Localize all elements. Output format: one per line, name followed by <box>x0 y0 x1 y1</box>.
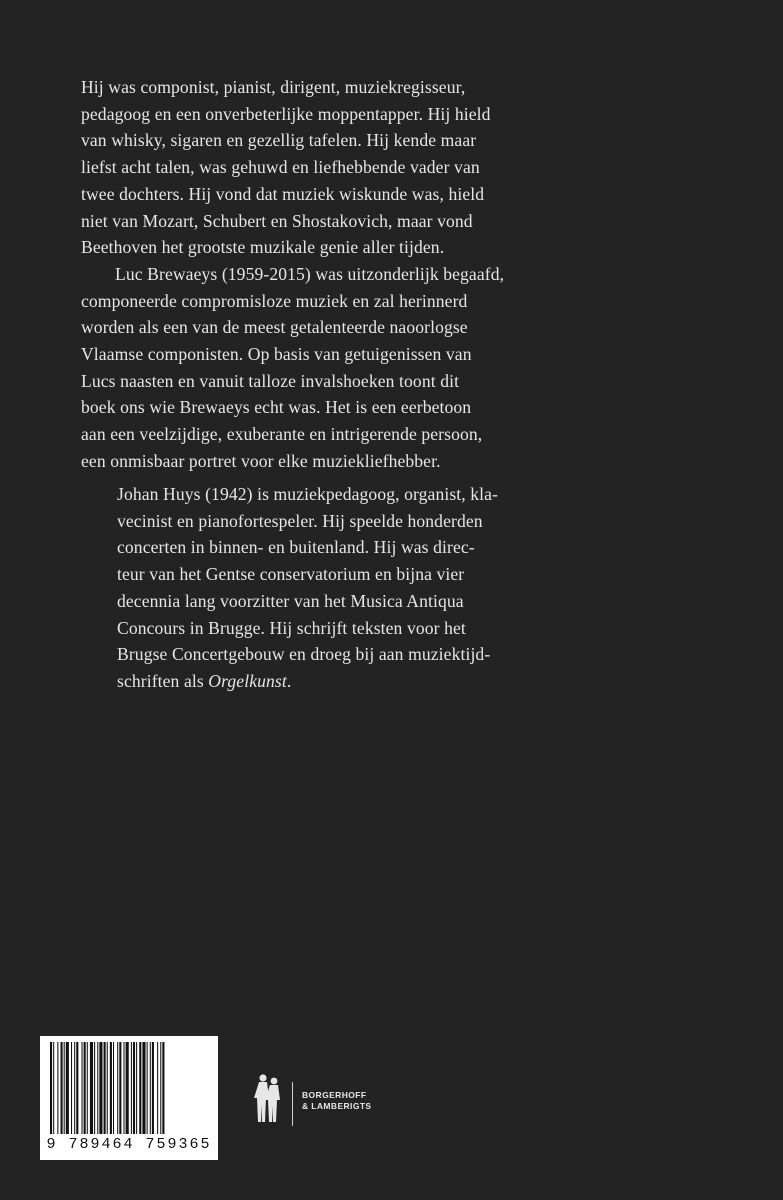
text-line: Lucs naasten en vanuit talloze invalshoeken toont dit <box>81 370 460 391</box>
barcode-bar <box>71 1042 72 1134</box>
barcode-bar <box>90 1042 93 1134</box>
two-men-icon <box>252 1072 286 1128</box>
barcode-bar <box>139 1042 141 1134</box>
divider <box>292 1082 293 1126</box>
text-line: twee dochters. Hij vond dat muziek wiskunde was, hield <box>81 183 485 204</box>
barcode-bar <box>99 1042 102 1134</box>
barcode-bar <box>64 1042 65 1134</box>
text-line: vecinist en pianofortespeler. Hij speelde honderden <box>117 510 483 531</box>
barcode-bar <box>152 1042 154 1134</box>
blurb <box>81 74 731 475</box>
text-line: componeerde compromisloze muziek en zal herinnerd <box>81 290 468 311</box>
barcode-bar <box>119 1042 121 1134</box>
publisher-logo <box>252 1072 432 1132</box>
barcode-bar <box>150 1042 151 1134</box>
text-line: Johan Huys (1942) is muziekpedagoog, organist, kla- <box>117 484 499 504</box>
text-line: teur van het Gentse conservatorium en bijna vier <box>117 564 465 585</box>
isbn-number: 9 789464 759365 <box>46 1136 212 1153</box>
text-fragment: . <box>286 670 292 691</box>
publisher-name-line1: BORGERHOFF <box>302 1090 367 1100</box>
text-fragment: schriften als <box>117 670 209 691</box>
blurb-paragraph-2 <box>81 261 731 475</box>
text-line: boek ons wie Brewaeys echt was. Het is een eerbetoon <box>81 397 472 418</box>
barcode-bar <box>66 1042 69 1134</box>
author-bio-paragraph <box>117 481 737 695</box>
text-line: Vlaamse componisten. Op basis van getuigenissen van <box>81 344 472 365</box>
text-line: pedagoog en een onverbeterlijke moppentapper. Hij hield <box>81 103 491 124</box>
text-line: Luc Brewaeys (1959-2015) was uitzonderlijk begaafd, <box>115 263 505 284</box>
barcode-bar <box>87 1042 88 1134</box>
text-line: Hij was componist, pianist, dirigent, muziekregisseur, <box>81 77 466 97</box>
barcode-bar <box>117 1042 118 1134</box>
publisher-name <box>302 1090 372 1112</box>
barcode-bar <box>76 1042 78 1134</box>
barcode-bar <box>74 1042 75 1134</box>
text-line: liefst acht talen, was gehuwd en liefhebbende vader van <box>81 157 480 178</box>
barcode-bar <box>97 1042 98 1134</box>
author-bio <box>117 481 737 695</box>
barcode-bar <box>162 1042 164 1134</box>
text-line: concerten in binnen- en buitenland. Hij was direc- <box>117 537 475 558</box>
barcode-bar <box>57 1042 58 1134</box>
isbn-barcode <box>40 1036 218 1160</box>
barcode-bar <box>50 1042 52 1134</box>
barcode-bar <box>157 1042 158 1134</box>
blurb-paragraph-1 <box>81 74 731 261</box>
text-line: van whisky, sigaren en gezellig tafelen. Hij kende maar <box>81 130 477 151</box>
barcode-bar <box>160 1042 161 1134</box>
text-line: Brugse Concertgebouw en droeg bij aan muziektijd- <box>117 644 491 665</box>
barcode-bar <box>126 1042 129 1134</box>
text-line: worden als een van de meest getalenteerde naoorlogse <box>81 317 468 338</box>
barcode-bar <box>131 1042 132 1134</box>
text-line: niet van Mozart, Schubert en Shostakovich, maar vond <box>81 210 473 231</box>
barcode-bar <box>147 1042 148 1134</box>
barcode-bar <box>84 1042 86 1134</box>
publisher-name-line2: & LAMBERIGTS <box>302 1101 372 1111</box>
barcode-bar <box>113 1042 114 1134</box>
barcode-bar <box>107 1042 108 1134</box>
text-line: aan een veelzijdige, exuberante en intrigerende persoon, <box>81 424 483 445</box>
barcode-bar <box>94 1042 95 1134</box>
barcode-bar <box>136 1042 137 1134</box>
barcode-bar <box>53 1042 54 1134</box>
barcode-bar <box>142 1042 145 1134</box>
barcode-bar <box>110 1042 112 1134</box>
barcode-bar <box>82 1042 83 1134</box>
text-line: een onmisbaar portret voor elke muziekliefhebber. <box>81 450 441 471</box>
barcode-bars <box>48 1042 210 1134</box>
barcode-bar <box>61 1042 63 1134</box>
text-line: Concours in Brugge. Hij schrijft teksten voor het <box>117 617 466 638</box>
barcode-bar <box>104 1042 106 1134</box>
text-line: Beethoven het grootste muzikale genie aller tijden. <box>81 237 445 258</box>
barcode-bar <box>124 1042 125 1134</box>
text-line: decennia lang voorzitter van het Musica Antiqua <box>117 590 464 611</box>
journal-title: Orgelkunst <box>208 670 287 691</box>
barcode-bar <box>133 1042 135 1134</box>
text-line <box>117 668 737 695</box>
